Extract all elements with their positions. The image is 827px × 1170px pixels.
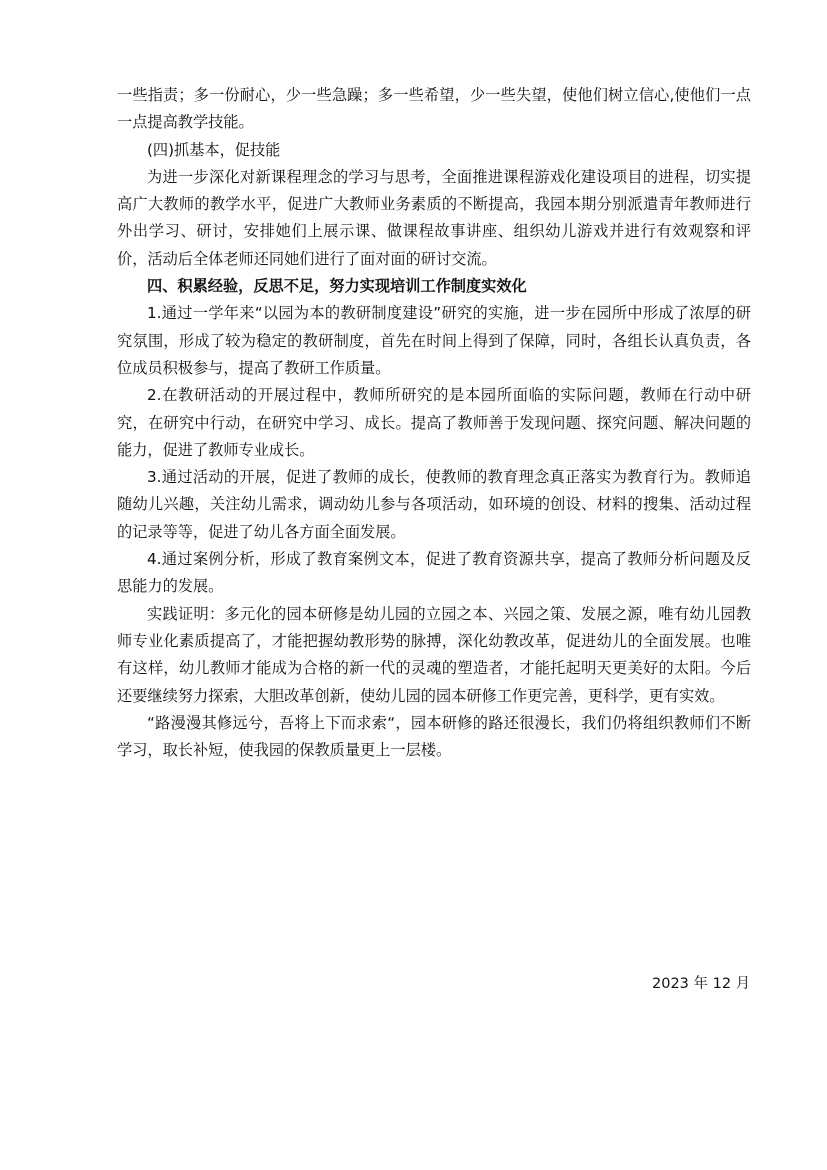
paragraph-point-1: 1.通过一学年来“以园为本的教研制度建设”研究的实施，进一步在园所中形成了浓厚的研究氛围，形成了较为稳定的教研制度，首先在时间上得到了保障，同时，各组长认真负责，各位成员积极参与，提高了教研工作质量。 bbox=[117, 304, 751, 377]
paragraph-continuation: 一些指责；多一份耐心，少一些急躁；多一些希望，少一些失望，使他们树立信心,使他们一点一点提高教学技能。 bbox=[117, 86, 751, 132]
document-date: 2023 年 12 月 bbox=[652, 976, 751, 992]
paragraph-training: 为进一步深化对新课程理念的学习与思考，全面推进课程游戏化建设项目的进程，切实提高广大教师的教学水平，促进广大教师业务素质的不断提高，我园本期分别派遣青年教师进行外出学习、研讨，安排她们上展示课、做课程故事讲座、组织幼儿游戏并进行有效观察和评价，活动后全体老师还同她们进行了面对面的研讨交流。 bbox=[117, 167, 751, 268]
paragraph-closing-quote: “路漫漫其修远兮，吾将上下而求索“，园本研修的路还很漫长，我们仍将组织教师们不断学习，取长补短，使我园的保教质量更上一层楼。 bbox=[117, 713, 751, 760]
section-heading-four: 四、积累经验，反思不足，努力实现培训工作制度实效化 bbox=[147, 277, 527, 296]
paragraph-point-4: 4.通过案例分析，形成了教育案例文本，促进了教育资源共享，提高了教师分析问题及反思能力的发展。 bbox=[117, 550, 751, 596]
paragraph-point-2: 2.在教研活动的开展过程中，教师所研究的是本园所面临的实际问题，教师在行动中研究，在研究中行动，在研究中学习、成长。提高了教师善于发现问题、探究问题、解决问题的能力，促进了教师专业成长。 bbox=[117, 386, 751, 459]
paragraph-conclusion: 实践证明：多元化的园本研修是幼儿园的立园之本、兴园之策、发展之源，唯有幼儿园教师专业化素质提高了，才能把握幼教形势的脉搏，深化幼教改革，促进幼儿的全面发展。也唯有这样，幼儿教师才能成为合格的新一代的灵魂的塑造者，才能托起明天更美好的太阳。今后还要继续努力探索，大胆改革创新，使幼儿园的园本研修工作更完善，更科学，更有实效。 bbox=[117, 604, 751, 705]
paragraph-point-3: 3.通过活动的开展，促进了教师的成长，使教师的教育理念真正落实为教育行为。教师追随幼儿兴趣，关注幼儿需求，调动幼儿参与各项活动，如环境的创设、材料的搜集、活动过程的记录等等，促进了幼儿各方面全面发展。 bbox=[117, 468, 751, 541]
subheading-fundamentals: (四)抓基本，促技能 bbox=[147, 140, 281, 159]
document-body bbox=[117, 82, 751, 764]
